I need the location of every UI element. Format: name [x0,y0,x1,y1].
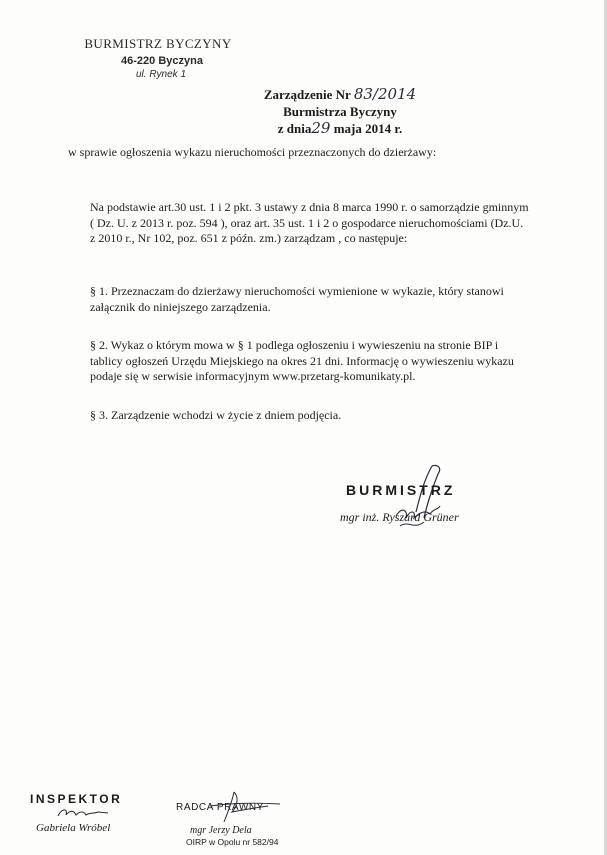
counsel-registration: OIRP w Opolu nr 582/94 [186,837,279,847]
ordinance-number-line [240,86,440,103]
counsel-signature [206,788,286,828]
date-prefix: z dnia [277,121,312,136]
ordinance-title [240,86,440,137]
issuer-name: BURMISTRZ BYCZYNY [84,36,232,51]
paragraph-1: § 1. Przeznaczam do dzierżawy nieruchomości wymienione w wykazie, który stanowi załącznik do niniejszego zarządzenia. [90,284,504,314]
ordinance-subject: w sprawie ogłoszenia wykazu nieruchomości przeznaczonych do dzierżawy: [68,145,437,159]
handwritten-signature [380,460,470,540]
issuer-street: ul. Rynek 1 [135,69,187,80]
paragraph-3: § 3. Zarządzenie wchodzi w życie z dniem podjęcia. [90,408,342,422]
paragraph-2: § 2. Wykaz o którym mowa w § 1 podlega ogłoszeniu i wywieszeniu na stronie BIP i tablicy ogłoszeń Urzędu Miejskiego na okres 21 dni. Informację o wywieszeniu wykazu podaje się w serwisie informacyjnym www.przetarg-komunikaty.pl. [90,338,514,383]
date-suffix: maja 2014 r. [333,121,403,136]
mayor-signature-block [340,460,520,540]
mayor-title: BURMISTRZ [346,482,456,498]
inspector-name: Gabriela Wróbel [36,822,111,834]
mayor-name: mgr inż. Ryszard Grüner [340,510,459,524]
legal-counsel-stamp [176,802,316,847]
counsel-role: RADCA PRAWNY [176,802,264,813]
inspector-stamp [30,792,160,834]
legal-basis: Na podstawie art.30 ust. 1 i 2 pkt. 3 ustawy z dnia 8 marca 1990 r. o samorządzie gminnym ( Dz. U. z 2013 r. poz. 594 ), oraz art. 35 ust. 1 i 2 o gospodarce nieruchomościami (Dz.U. z 2010 r., Nr 102, poz. 651 z późn. zm.) zarządzam , co następuje: [90,200,529,245]
ordinance-number-handwritten: 83/2014 [353,85,417,103]
inspector-signature [54,806,114,820]
ordinance-issuer: Burmistrza Byczyny [283,104,397,119]
counsel-name: mgr Jerzy Dela [190,825,252,836]
inspector-role: INSPEKTOR [30,792,123,806]
issuer-stamp [78,36,238,80]
ordinance-prefix: Zarządzenie Nr [263,87,351,102]
ordinance-date-line [240,120,440,137]
issuer-postal-code: 46-220 Byczyna [121,55,203,67]
date-day-handwritten: 29 [311,119,331,137]
